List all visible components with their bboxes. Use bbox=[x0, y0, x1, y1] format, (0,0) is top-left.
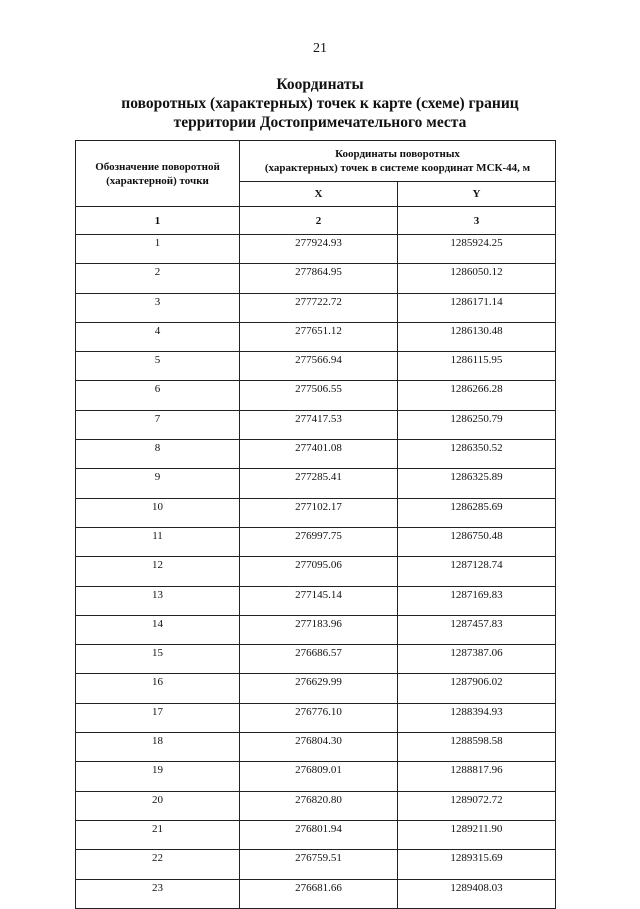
coordinates-header-line-1: Координаты поворотных bbox=[335, 148, 460, 160]
table-row bbox=[76, 674, 556, 703]
table-row bbox=[76, 762, 556, 791]
column-number-3: 3 bbox=[398, 207, 556, 235]
column-number-2: 2 bbox=[240, 207, 398, 235]
y-coordinate-cell: 1287169.83 bbox=[398, 586, 556, 615]
table-row bbox=[76, 557, 556, 586]
title-line-1: Координаты bbox=[276, 76, 364, 93]
point-cell: 2 bbox=[76, 264, 240, 293]
y-coordinate-cell: 1288598.58 bbox=[398, 733, 556, 762]
x-coordinate-cell: 277722.72 bbox=[240, 293, 398, 322]
x-coordinate-cell: 276997.75 bbox=[240, 527, 398, 556]
table-row bbox=[76, 440, 556, 469]
table-row bbox=[76, 586, 556, 615]
table-body bbox=[76, 235, 556, 909]
x-coordinate-cell: 277651.12 bbox=[240, 322, 398, 351]
point-cell: 5 bbox=[76, 352, 240, 381]
x-coordinate-cell: 276776.10 bbox=[240, 703, 398, 732]
table-row bbox=[76, 703, 556, 732]
y-coordinate-cell: 1287387.06 bbox=[398, 645, 556, 674]
point-cell: 4 bbox=[76, 322, 240, 351]
point-cell: 7 bbox=[76, 410, 240, 439]
table-row bbox=[76, 264, 556, 293]
x-coordinate-cell: 276759.51 bbox=[240, 850, 398, 879]
point-cell: 18 bbox=[76, 733, 240, 762]
x-coordinate-cell: 277145.14 bbox=[240, 586, 398, 615]
x-coordinate-cell: 277102.17 bbox=[240, 498, 398, 527]
point-cell: 22 bbox=[76, 850, 240, 879]
y-header: Y bbox=[398, 182, 556, 207]
table-row bbox=[76, 293, 556, 322]
y-coordinate-cell: 1286171.14 bbox=[398, 293, 556, 322]
x-coordinate-cell: 277285.41 bbox=[240, 469, 398, 498]
column-number-1: 1 bbox=[76, 207, 240, 235]
table-row bbox=[76, 235, 556, 264]
table-row bbox=[76, 820, 556, 849]
x-coordinate-cell: 276686.57 bbox=[240, 645, 398, 674]
y-coordinate-cell: 1286115.95 bbox=[398, 352, 556, 381]
y-coordinate-cell: 1288394.93 bbox=[398, 703, 556, 732]
x-coordinate-cell: 277095.06 bbox=[240, 557, 398, 586]
coordinates-table bbox=[75, 140, 556, 909]
coordinates-header-line-2: (характерных) точек в системе координат МСК-44, м bbox=[264, 162, 531, 174]
title-line-2: поворотных (характерных) точек к карте (схеме) границ bbox=[121, 95, 519, 112]
table-row bbox=[76, 850, 556, 879]
document-title bbox=[0, 75, 640, 132]
table-row bbox=[76, 791, 556, 820]
x-coordinate-cell: 277924.93 bbox=[240, 235, 398, 264]
y-coordinate-cell: 1289315.69 bbox=[398, 850, 556, 879]
point-cell: 10 bbox=[76, 498, 240, 527]
x-header: X bbox=[240, 182, 398, 207]
y-coordinate-cell: 1286750.48 bbox=[398, 527, 556, 556]
point-cell: 1 bbox=[76, 235, 240, 264]
table-row bbox=[76, 498, 556, 527]
point-cell: 23 bbox=[76, 879, 240, 908]
x-coordinate-cell: 276809.01 bbox=[240, 762, 398, 791]
page-number: 21 bbox=[313, 41, 327, 56]
x-coordinate-cell: 277417.53 bbox=[240, 410, 398, 439]
y-coordinate-cell: 1289211.90 bbox=[398, 820, 556, 849]
point-cell: 9 bbox=[76, 469, 240, 498]
table-row bbox=[76, 469, 556, 498]
x-coordinate-cell: 277183.96 bbox=[240, 615, 398, 644]
y-coordinate-cell: 1286130.48 bbox=[398, 322, 556, 351]
y-coordinate-cell: 1288817.96 bbox=[398, 762, 556, 791]
x-coordinate-cell: 276629.99 bbox=[240, 674, 398, 703]
x-coordinate-cell: 276820.80 bbox=[240, 791, 398, 820]
y-coordinate-cell: 1285924.25 bbox=[398, 235, 556, 264]
point-cell: 15 bbox=[76, 645, 240, 674]
coordinates-header bbox=[240, 141, 556, 182]
table-row bbox=[76, 381, 556, 410]
table-row bbox=[76, 352, 556, 381]
point-cell: 11 bbox=[76, 527, 240, 556]
point-cell: 14 bbox=[76, 615, 240, 644]
point-cell: 21 bbox=[76, 820, 240, 849]
table-row bbox=[76, 645, 556, 674]
y-coordinate-cell: 1286266.28 bbox=[398, 381, 556, 410]
point-designation-header: Обозначение поворотной (характерной) точки bbox=[76, 141, 240, 207]
y-coordinate-cell: 1289408.03 bbox=[398, 879, 556, 908]
y-coordinate-cell: 1287457.83 bbox=[398, 615, 556, 644]
x-coordinate-cell: 277566.94 bbox=[240, 352, 398, 381]
point-cell: 3 bbox=[76, 293, 240, 322]
point-cell: 17 bbox=[76, 703, 240, 732]
table-row bbox=[76, 879, 556, 908]
y-coordinate-cell: 1287128.74 bbox=[398, 557, 556, 586]
point-cell: 12 bbox=[76, 557, 240, 586]
table-row bbox=[76, 615, 556, 644]
x-coordinate-cell: 277506.55 bbox=[240, 381, 398, 410]
x-coordinate-cell: 277401.08 bbox=[240, 440, 398, 469]
y-coordinate-cell: 1289072.72 bbox=[398, 791, 556, 820]
y-coordinate-cell: 1286285.69 bbox=[398, 498, 556, 527]
table-row bbox=[76, 322, 556, 351]
x-coordinate-cell: 276681.66 bbox=[240, 879, 398, 908]
point-cell: 16 bbox=[76, 674, 240, 703]
point-cell: 20 bbox=[76, 791, 240, 820]
table-row bbox=[76, 527, 556, 556]
x-coordinate-cell: 276801.94 bbox=[240, 820, 398, 849]
x-coordinate-cell: 277864.95 bbox=[240, 264, 398, 293]
y-coordinate-cell: 1286325.89 bbox=[398, 469, 556, 498]
y-coordinate-cell: 1287906.02 bbox=[398, 674, 556, 703]
table-row bbox=[76, 410, 556, 439]
point-cell: 6 bbox=[76, 381, 240, 410]
y-coordinate-cell: 1286350.52 bbox=[398, 440, 556, 469]
point-cell: 13 bbox=[76, 586, 240, 615]
x-coordinate-cell: 276804.30 bbox=[240, 733, 398, 762]
table-row bbox=[76, 733, 556, 762]
y-coordinate-cell: 1286250.79 bbox=[398, 410, 556, 439]
point-cell: 19 bbox=[76, 762, 240, 791]
point-cell: 8 bbox=[76, 440, 240, 469]
y-coordinate-cell: 1286050.12 bbox=[398, 264, 556, 293]
title-line-3: территории Достопримечательного места bbox=[173, 114, 467, 131]
